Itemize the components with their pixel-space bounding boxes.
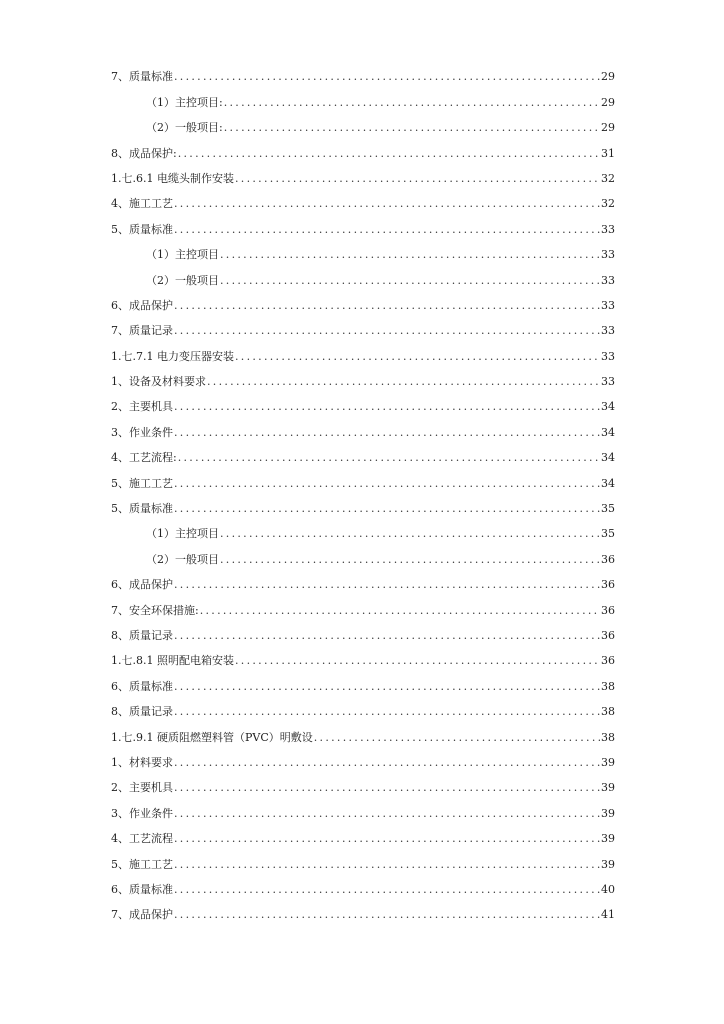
toc-entry-page-number: 39: [601, 832, 615, 846]
toc-entry-title: 8、成品保护:: [111, 146, 177, 160]
toc-entry-page-number: 39: [601, 755, 615, 769]
toc-entry-title: 1.七.9.1 硬质阻燃塑料管（PVC）明敷设: [111, 730, 313, 744]
dot-leader: [224, 96, 600, 110]
toc-entry-page-number: 33: [601, 298, 615, 312]
toc-entry-page-number: 41: [601, 908, 615, 922]
toc-entry[interactable]: [111, 338, 615, 363]
dot-leader: [174, 223, 600, 237]
dot-leader: [235, 172, 600, 186]
dot-leader: [174, 832, 600, 846]
dot-leader: [178, 147, 600, 161]
dot-leader: [314, 731, 600, 745]
toc-entry[interactable]: [111, 872, 615, 897]
toc-entry-page-number: 32: [601, 197, 615, 211]
toc-entry-title: 5、施工工艺: [111, 857, 173, 871]
toc-entry[interactable]: [111, 161, 615, 186]
toc-entry-title: 7、成品保护: [111, 908, 173, 922]
dot-leader: [235, 350, 600, 364]
table-of-contents: [111, 59, 615, 922]
toc-entry-title: 4、工艺流程: [111, 832, 173, 846]
toc-entry-title: 5、质量标准: [111, 222, 173, 236]
toc-entry[interactable]: [111, 821, 615, 846]
toc-entry-page-number: 33: [601, 375, 615, 389]
dot-leader: [174, 426, 600, 440]
dot-leader: [174, 578, 600, 592]
toc-entry-page-number: 38: [601, 730, 615, 744]
toc-entry-page-number: 29: [601, 121, 615, 135]
toc-entry-title: 6、成品保护: [111, 298, 173, 312]
dot-leader: [200, 604, 600, 618]
toc-entry-page-number: 36: [601, 552, 615, 566]
toc-entry[interactable]: [111, 186, 615, 211]
toc-entry-page-number: 36: [601, 654, 615, 668]
toc-entry-page-number: 32: [601, 171, 615, 185]
dot-leader: [174, 324, 600, 338]
toc-entry[interactable]: [111, 592, 615, 617]
toc-entry-title: （1）主控项目:: [146, 95, 223, 109]
dot-leader: [174, 629, 600, 643]
dot-leader: [174, 756, 600, 770]
toc-entry-title: 5、施工工艺: [111, 476, 173, 490]
toc-entry[interactable]: [111, 110, 615, 135]
toc-entry-title: 4、工艺流程:: [111, 451, 177, 465]
toc-entry[interactable]: [111, 719, 615, 744]
dot-leader: [174, 883, 600, 897]
toc-entry-page-number: 35: [601, 527, 615, 541]
toc-entry[interactable]: [111, 364, 615, 389]
toc-entry[interactable]: [111, 516, 615, 541]
dot-leader: [174, 781, 600, 795]
toc-entry-page-number: 33: [601, 222, 615, 236]
toc-entry-page-number: 34: [601, 425, 615, 439]
dot-leader: [174, 400, 600, 414]
toc-entry[interactable]: [111, 846, 615, 871]
toc-entry[interactable]: [111, 262, 615, 287]
toc-entry-page-number: 34: [601, 400, 615, 414]
toc-entry-page-number: 33: [601, 349, 615, 363]
toc-entry-title: 3、作业条件: [111, 425, 173, 439]
toc-entry[interactable]: [111, 541, 615, 566]
dot-leader: [224, 121, 600, 135]
toc-entry-page-number: 36: [601, 628, 615, 642]
dot-leader: [174, 680, 600, 694]
toc-entry-page-number: 34: [601, 451, 615, 465]
toc-entry[interactable]: [111, 897, 615, 922]
toc-entry[interactable]: [111, 135, 615, 160]
toc-entry-page-number: 39: [601, 806, 615, 820]
toc-entry[interactable]: [111, 668, 615, 693]
dot-leader: [220, 274, 600, 288]
toc-entry-title: 1、设备及材料要求: [111, 375, 206, 389]
toc-entry-page-number: 38: [601, 705, 615, 719]
toc-entry[interactable]: [111, 465, 615, 490]
toc-entry-title: 2、主要机具: [111, 781, 173, 795]
toc-entry[interactable]: [111, 745, 615, 770]
toc-entry-title: 8、质量记录: [111, 705, 173, 719]
toc-entry-page-number: 40: [601, 882, 615, 896]
toc-entry-page-number: 33: [601, 248, 615, 262]
toc-entry-title: 8、质量记录: [111, 628, 173, 642]
toc-entry-page-number: 34: [601, 476, 615, 490]
dot-leader: [178, 451, 600, 465]
dot-leader: [174, 858, 600, 872]
dot-leader: [235, 654, 600, 668]
toc-entry[interactable]: [111, 211, 615, 236]
toc-entry-title: 6、成品保护: [111, 578, 173, 592]
dot-leader: [220, 527, 600, 541]
toc-entry-page-number: 36: [601, 578, 615, 592]
dot-leader: [174, 908, 600, 922]
toc-entry-title: （2）一般项目: [146, 552, 219, 566]
dot-leader: [174, 705, 600, 719]
toc-entry-title: 1、材料要求: [111, 755, 173, 769]
toc-entry[interactable]: [111, 491, 615, 516]
dot-leader: [174, 477, 600, 491]
toc-entry-title: 1.七.8.1 照明配电箱安装: [111, 654, 234, 668]
dot-leader: [207, 375, 600, 389]
toc-entry[interactable]: [111, 313, 615, 338]
toc-entry-page-number: 35: [601, 502, 615, 516]
toc-entry-page-number: 36: [601, 603, 615, 617]
toc-entry-page-number: 33: [601, 273, 615, 287]
toc-entry[interactable]: [111, 389, 615, 414]
toc-entry[interactable]: [111, 414, 615, 439]
toc-entry-page-number: 29: [601, 95, 615, 109]
toc-entry[interactable]: [111, 795, 615, 820]
toc-entry-title: 5、质量标准: [111, 502, 173, 516]
dot-leader: [174, 502, 600, 516]
toc-entry-title: 2、主要机具: [111, 400, 173, 414]
toc-entry[interactable]: [111, 694, 615, 719]
dot-leader: [174, 70, 600, 84]
toc-entry-title: （2）一般项目:: [146, 121, 223, 135]
toc-entry[interactable]: [111, 237, 615, 262]
toc-entry-page-number: 39: [601, 857, 615, 871]
toc-entry-title: （1）主控项目: [146, 527, 219, 541]
toc-entry-title: （2）一般项目: [146, 273, 219, 287]
toc-entry-title: 1.七.7.1 电力变压器安装: [111, 349, 234, 363]
dot-leader: [174, 807, 600, 821]
toc-entry[interactable]: [111, 770, 615, 795]
toc-entry-page-number: 38: [601, 679, 615, 693]
toc-entry[interactable]: [111, 643, 615, 668]
toc-entry-title: 3、作业条件: [111, 806, 173, 820]
toc-entry[interactable]: [111, 567, 615, 592]
toc-entry-title: 7、安全环保措施:: [111, 603, 199, 617]
dot-leader: [174, 299, 600, 313]
toc-entry[interactable]: [111, 288, 615, 313]
toc-entry-title: 6、质量标准: [111, 882, 173, 896]
toc-entry-title: 4、施工工艺: [111, 197, 173, 211]
toc-entry-page-number: 29: [601, 70, 615, 84]
dot-leader: [220, 248, 600, 262]
toc-entry-title: 7、质量标准: [111, 70, 173, 84]
dot-leader: [174, 197, 600, 211]
toc-entry-title: 7、质量记录: [111, 324, 173, 338]
toc-entry[interactable]: [111, 618, 615, 643]
toc-entry-title: 1.七.6.1 电缆头制作安装: [111, 171, 234, 185]
toc-entry[interactable]: [111, 440, 615, 465]
toc-entry-page-number: 39: [601, 781, 615, 795]
toc-entry[interactable]: [111, 59, 615, 84]
toc-entry-page-number: 33: [601, 324, 615, 338]
toc-entry[interactable]: [111, 84, 615, 109]
toc-entry-title: （1）主控项目: [146, 248, 219, 262]
dot-leader: [220, 553, 600, 567]
toc-entry-title: 6、质量标准: [111, 679, 173, 693]
toc-entry-page-number: 31: [601, 146, 615, 160]
